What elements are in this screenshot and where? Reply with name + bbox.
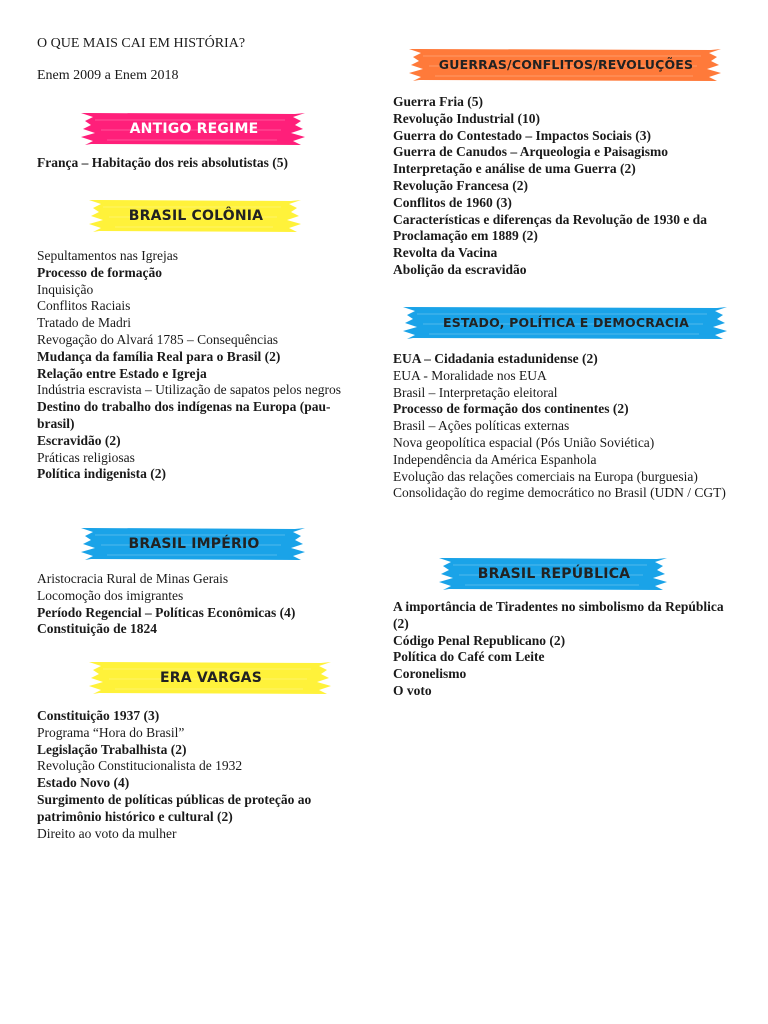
list-item: França – Habitação dos reis absolutistas (5) xyxy=(37,155,289,170)
banner-label: ANTIGO REGIME xyxy=(129,121,259,137)
list-item: Revolta da Vacina xyxy=(393,245,498,261)
list-item: Revolução Francesa (2) xyxy=(393,177,528,193)
banner-era-vargas xyxy=(87,654,335,702)
list-item: Conflitos Raciais xyxy=(37,298,131,314)
section-estado xyxy=(393,299,733,502)
section-republica xyxy=(393,550,733,700)
list-item: Destino do trabalho dos indígenas na Europa (pau-brasil) xyxy=(37,399,331,431)
list-item: Aristocracia Rural de Minas Gerais xyxy=(37,571,229,586)
section-era-vargas xyxy=(37,654,367,842)
list-item: Nova geopolítica espacial (Pós União Soviética) xyxy=(393,434,655,450)
banner-guerras xyxy=(407,41,725,89)
list-item: Estado Novo (4) xyxy=(37,775,130,791)
list-item: Período Regencial – Políticas Econômicas (4) xyxy=(37,604,296,620)
list-item: Coronelismo xyxy=(393,666,467,682)
list-item: O voto xyxy=(393,682,432,698)
list-item: EUA - Moralidade nos EUA xyxy=(393,367,547,383)
list-item: A importância de Tiradentes no simbolismo da República (2) xyxy=(393,599,724,631)
item-list xyxy=(37,155,367,172)
list-item: Legislação Trabalhista (2) xyxy=(37,741,187,757)
item-list xyxy=(393,351,733,502)
list-item: Brasil – Interpretação eleitoral xyxy=(393,384,558,400)
list-item: Mudança da família Real para o Brasil (2) xyxy=(37,348,281,364)
section-guerras xyxy=(393,41,733,279)
list-item: Conflitos de 1960 (3) xyxy=(393,194,512,210)
banner-label: BRASIL COLÔNIA xyxy=(128,208,264,224)
list-item: Constituição de 1824 xyxy=(37,621,158,637)
section-antigo-regime xyxy=(37,105,367,172)
list-item: Independência da América Espanhola xyxy=(393,451,597,467)
banner-label: GUERRAS/CONFLITOS/REVOLUÇÕES xyxy=(438,57,694,72)
list-item: Revolução Industrial (10) xyxy=(393,110,541,126)
list-item: Escravidão (2) xyxy=(37,432,121,448)
list-item: Tratado de Madri xyxy=(37,315,131,331)
list-item: Guerra de Canudos – Arqueologia e Paisagismo xyxy=(393,144,669,160)
banner-label: BRASIL REPÚBLICA xyxy=(477,566,631,582)
list-item: Características e diferenças da Revolução de 1930 e da Proclamação em 1889 (2) xyxy=(393,211,707,244)
list-item: Relação entre Estado e Igreja xyxy=(37,365,207,381)
item-list xyxy=(37,708,367,842)
list-item: Indústria escravista – Utilização de sapatos pelos negros xyxy=(37,382,342,398)
list-item: Sepultamentos nas Igrejas xyxy=(37,248,178,263)
list-item: Evolução das relações comerciais na Europa (burguesia) xyxy=(393,468,698,484)
list-item: Guerra do Contestado – Impactos Sociais (3) xyxy=(393,127,651,143)
banner-antigo-regime xyxy=(79,105,309,153)
banner-republica xyxy=(437,550,671,598)
list-item: Guerra Fria (5) xyxy=(393,94,483,109)
page-title: O QUE MAIS CAI EM HISTÓRIA? xyxy=(37,36,246,51)
item-list xyxy=(37,248,367,483)
list-item: EUA – Cidadania estadunidense (2) xyxy=(393,351,598,366)
list-item: Inquisição xyxy=(37,281,94,297)
banner-label: ERA VARGAS xyxy=(160,670,262,686)
section-brasil-colonia xyxy=(37,192,367,483)
list-item: Política do Café com Leite xyxy=(393,649,545,665)
list-item: Constituição 1937 (3) xyxy=(37,708,160,723)
list-item: Surgimento de políticas públicas de proteção ao patrimônio histórico e cultural (2) xyxy=(37,791,312,824)
list-item: Brasil – Ações políticas externas xyxy=(393,418,570,434)
item-list xyxy=(37,571,367,638)
list-item: Revogação do Alvará 1785 – Consequências xyxy=(37,331,279,347)
page-subtitle: Enem 2009 a Enem 2018 xyxy=(37,68,179,83)
list-item: Revolução Constitucionalista de 1932 xyxy=(37,758,243,774)
list-item: Código Penal Republicano (2) xyxy=(393,632,566,648)
list-item: Consolidação do regime democrático no Brasil (UDN / CGT) xyxy=(393,485,726,501)
list-item: Política indigenista (2) xyxy=(37,466,166,482)
list-item: Programa “Hora do Brasil” xyxy=(37,724,185,740)
banner-estado xyxy=(401,299,731,347)
list-item: Interpretação e análise de uma Guerra (2) xyxy=(393,161,636,177)
list-item: Práticas religiosas xyxy=(37,449,135,465)
section-brasil-imperio xyxy=(37,520,367,638)
list-item: Processo de formação dos continentes (2) xyxy=(393,401,629,417)
banner-label: ESTADO, POLÍTICA E DEMOCRACIA xyxy=(442,315,690,330)
list-item: Direito ao voto da mulher xyxy=(37,825,177,841)
list-item: Locomoção dos imigrantes xyxy=(37,587,184,603)
item-list xyxy=(393,94,733,279)
list-item: Processo de formação xyxy=(37,264,162,280)
banner-brasil-colonia xyxy=(87,192,305,240)
banner-label: BRASIL IMPÉRIO xyxy=(128,536,260,552)
item-list xyxy=(393,599,733,700)
list-item: Abolição da escravidão xyxy=(393,261,527,277)
banner-brasil-imperio xyxy=(79,520,309,568)
